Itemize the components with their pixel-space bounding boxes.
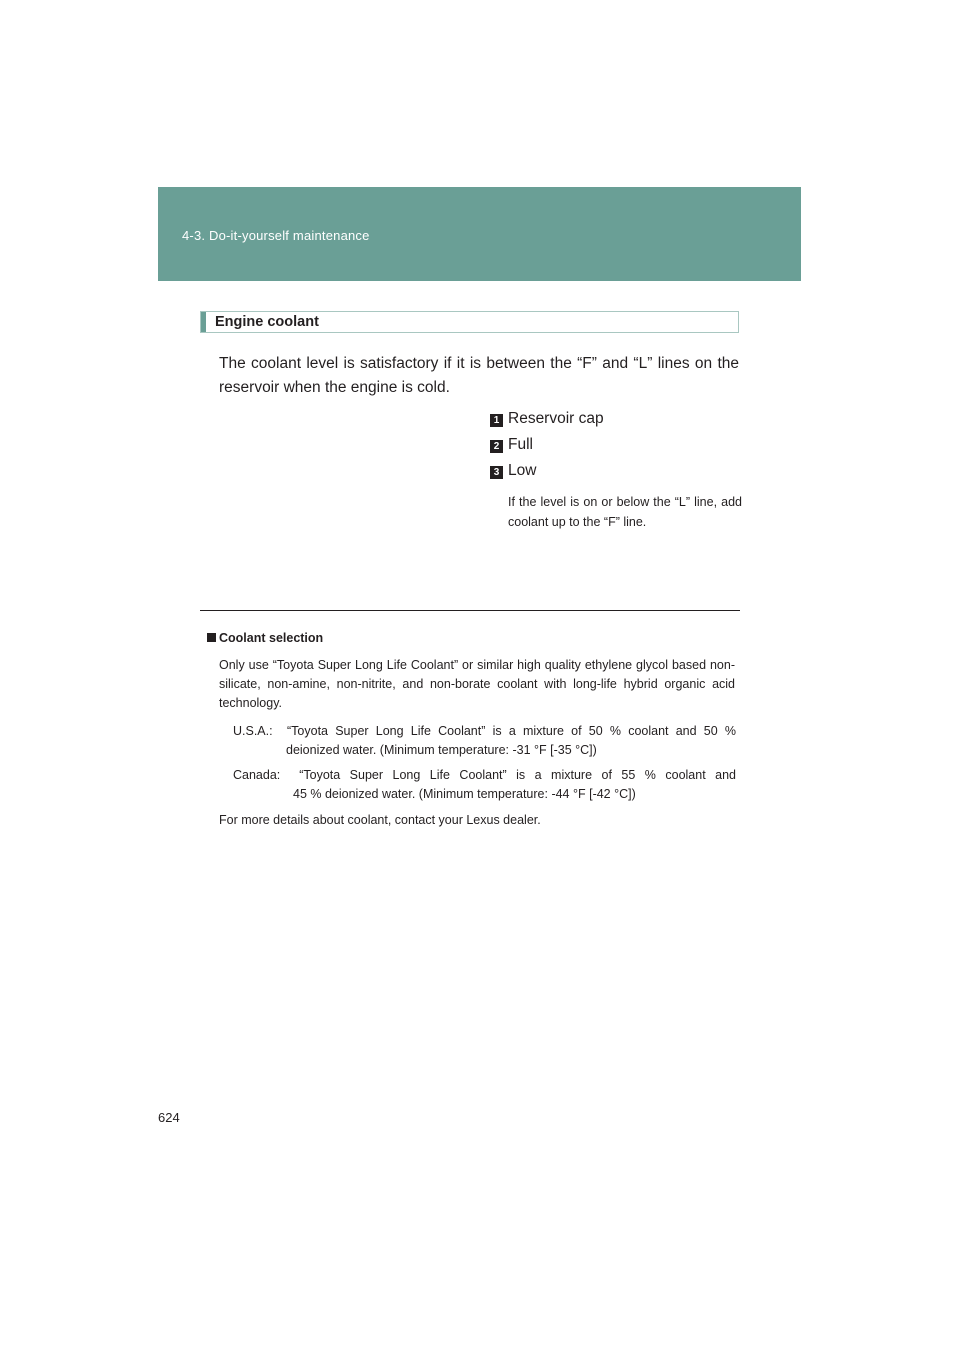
canada-label: Canada:	[233, 768, 281, 782]
legend-item-low	[490, 462, 742, 488]
legend-item-reservoir-cap	[490, 410, 742, 436]
chapter-section-title: 4-3. Do-it-yourself maintenance	[182, 228, 370, 243]
canada-line-2: 45 % deionized water. (Minimum temperature: -44 °F [-42 °C])	[293, 787, 636, 801]
legend-item-full	[490, 436, 742, 462]
callout-number-badge: 2	[490, 440, 503, 453]
section-heading-accent	[201, 312, 206, 332]
note-heading	[207, 631, 323, 645]
usa-line-1-text: “Toyota Super Long Life Coolant” is a mixture of 50 % coolant and 50 %	[287, 724, 737, 738]
callout-legend	[490, 410, 742, 529]
canada-coolant-note	[233, 766, 736, 804]
canada-line-1-text: “Toyota Super Long Life Coolant” is a mixture of 55 % coolant and	[299, 768, 737, 782]
usa-coolant-note	[233, 722, 736, 760]
legend-label: Full	[508, 436, 533, 453]
section-heading-box	[200, 311, 739, 333]
section-divider	[200, 610, 740, 611]
usa-line-2: deionized water. (Minimum temperature: -31 °F [-35 °C])	[286, 743, 597, 757]
section-heading-title: Engine coolant	[215, 314, 319, 330]
canada-line-1	[233, 766, 736, 785]
chapter-header-band	[158, 187, 801, 281]
usa-label: U.S.A.:	[233, 724, 273, 738]
page-number: 624	[158, 1110, 180, 1125]
dealer-note: For more details about coolant, contact your Lexus dealer.	[219, 813, 541, 827]
note-heading-text: Coolant selection	[219, 631, 324, 645]
intro-paragraph: The coolant level is satisfactory if it is between the “F” and “L” lines on the reservoir when the engine is cold.	[219, 355, 739, 396]
callout-number-badge: 3	[490, 466, 503, 479]
usa-line-1	[233, 722, 736, 741]
legend-note: If the level is on or below the “L” line, add coolant up to the “F” line.	[508, 495, 742, 529]
callout-number-badge: 1	[490, 414, 503, 427]
note-paragraph: Only use “Toyota Super Long Life Coolant” or similar high quality ethylene glycol based non-silicate, non-amine, non-nitrite, and non-borate coolant with long-life hybrid organic acid technology.	[219, 658, 735, 710]
square-bullet-icon	[207, 633, 216, 642]
legend-label: Reservoir cap	[508, 410, 604, 427]
legend-label: Low	[508, 462, 537, 479]
